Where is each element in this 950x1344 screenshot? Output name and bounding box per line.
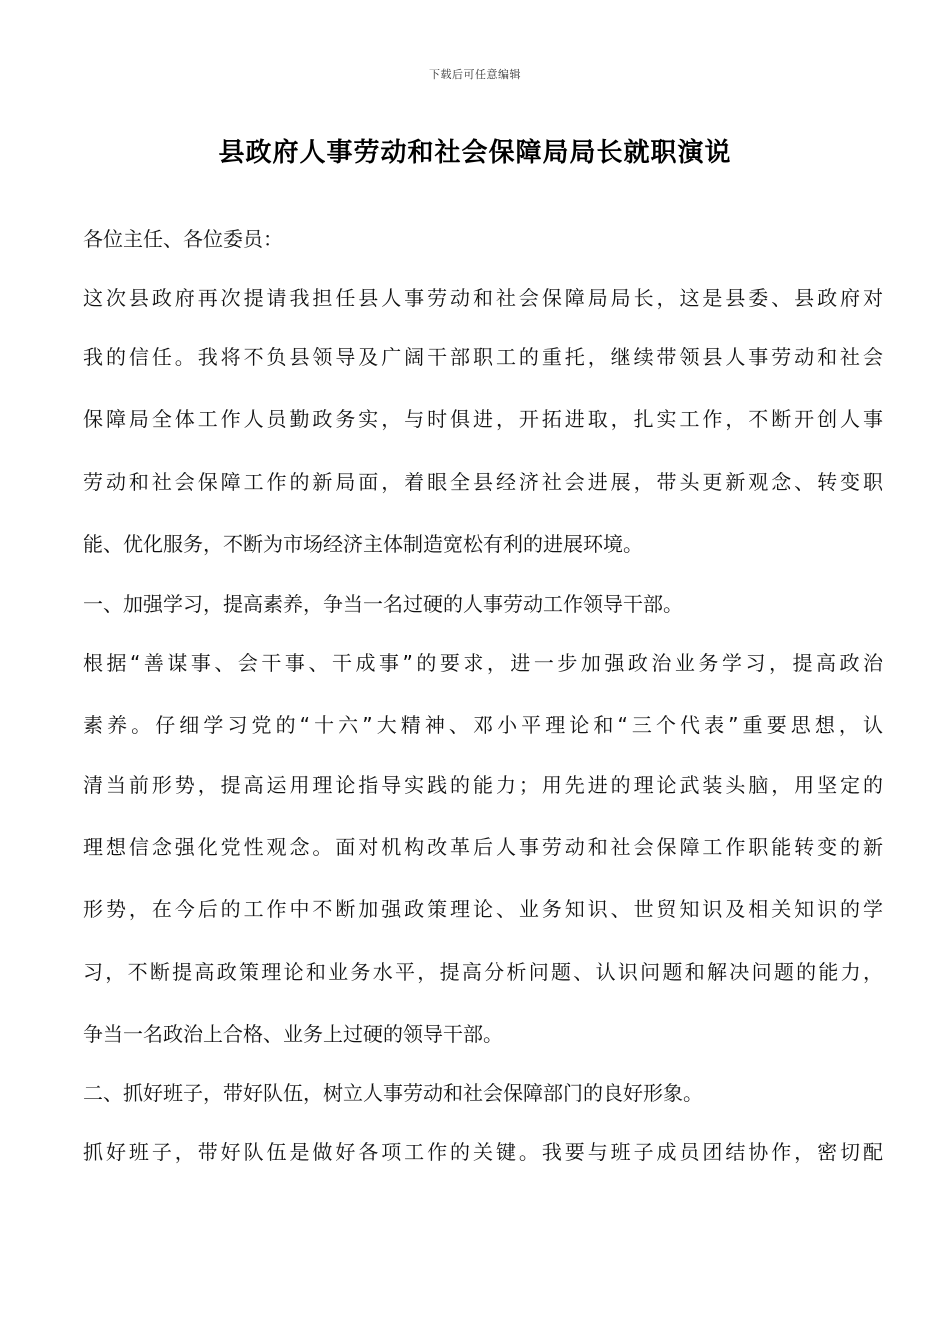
body-line: 保障局全体工作人员勤政务实，与时俱进，开拓进取，扎实工作，不断开创人事	[83, 407, 883, 431]
body-line: 素养。仔细学习党的“十六”大精神、邓小平理论和“三个代表”重要思想，认	[83, 713, 883, 737]
section-heading: 二、抓好班子，带好队伍，树立人事劳动和社会保障部门的良好形象。	[83, 1081, 703, 1105]
section-heading: 一、加强学习，提高素养，争当一名过硬的人事劳动工作领导干部。	[83, 592, 683, 616]
body-line: 我的信任。我将不负县领导及广阔干部职工的重托，继续带领县人事劳动和社会	[83, 345, 883, 369]
body-line: 争当一名政治上合格、业务上过硬的领导干部。	[83, 1022, 503, 1046]
header-note: 下载后可任意编辑	[429, 68, 521, 81]
body-line: 形势，在今后的工作中不断加强政策理论、业务知识、世贸知识及相关知识的学	[83, 897, 883, 921]
document-title: 县政府人事劳动和社会保障局局长就职演说	[218, 138, 732, 168]
body-line: 理想信念强化党性观念。面对机构改革后人事劳动和社会保障工作职能转变的新	[83, 835, 883, 859]
body-line: 根据“善谋事、会干事、干成事”的要求，进一步加强政治业务学习，提高政治	[83, 651, 883, 675]
body-line: 这次县政府再次提请我担任县人事劳动和社会保障局局长，这是县委、县政府对	[83, 286, 883, 310]
body-line: 抓好班子，带好队伍是做好各项工作的关键。我要与班子成员团结协作，密切配	[83, 1140, 883, 1164]
salutation-line: 各位主任、各位委员：	[83, 227, 283, 251]
body-line: 清当前形势，提高运用理论指导实践的能力；用先进的理论武装头脑，用坚定的	[83, 773, 883, 797]
body-line: 劳动和社会保障工作的新局面，着眼全县经济社会进展，带头更新观念、转变职	[83, 470, 883, 494]
body-line: 能、优化服务，不断为市场经济主体制造宽松有利的进展环境。	[83, 532, 643, 556]
body-line: 习，不断提高政策理论和业务水平，提高分析问题、认识问题和解决问题的能力，	[83, 960, 883, 984]
